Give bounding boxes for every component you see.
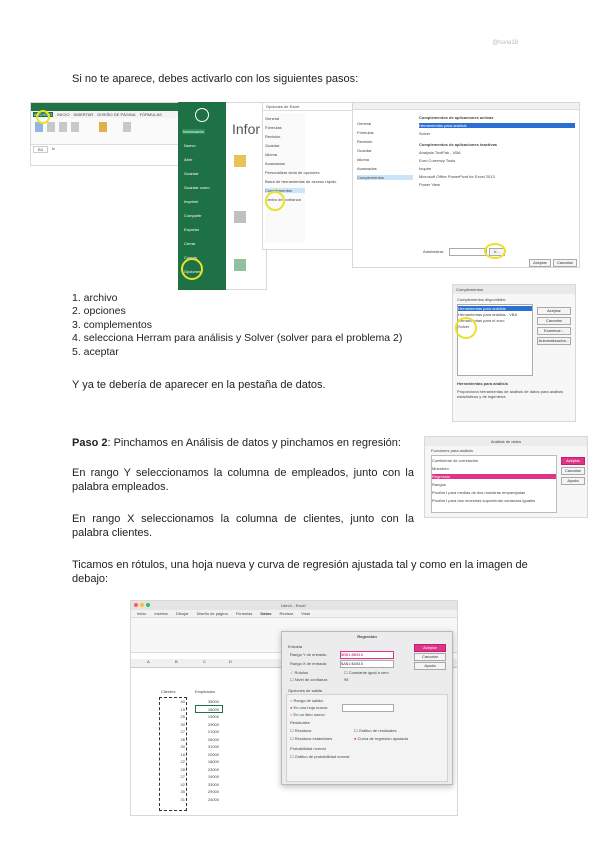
curva-check-icon: ● <box>354 736 357 741</box>
complementos-desc-title: Herramientas para análisis <box>457 381 508 386</box>
graf-prob-label: Gráfico de probabilidad normal <box>294 754 350 759</box>
complementos-list-label: Complementos disponibles: <box>457 297 507 302</box>
opt-general[interactable]: General <box>265 116 280 121</box>
analisis-item-0[interactable]: Coeficiente de correlación <box>432 458 479 463</box>
cell-right_col-7[interactable]: 20000 <box>207 751 219 757</box>
addins-inactive-header: Complementos de aplicaciones inactivas <box>419 142 498 147</box>
cell-reference[interactable]: B3 <box>33 146 48 153</box>
opt-complementos[interactable]: Complementos <box>265 188 305 193</box>
side-nuevo[interactable]: Nuevo <box>184 143 196 148</box>
options-ok-button[interactable]: Aceptar <box>529 259 551 267</box>
menu-revisar[interactable]: Revisar <box>279 611 294 616</box>
addins-active-header: Complementos de aplicaciones activas <box>419 115 494 120</box>
nav-guardar[interactable]: Guardar <box>357 148 372 153</box>
manage-label: Administrar: <box>423 249 445 254</box>
options-cancel-button[interactable]: Cancelar <box>553 259 577 267</box>
header-empleados[interactable]: Empleados <box>195 689 216 694</box>
opt-revision[interactable]: Revisión <box>265 134 281 139</box>
nav-avanzadas[interactable]: Avanzadas <box>357 166 377 171</box>
nav-general[interactable]: General <box>357 121 372 126</box>
complementos-desc: Proporciona herramientas de análisis de datos para análisis estadísticos y de ingeniería <box>457 389 564 399</box>
window-title: Libro1 - Excel <box>281 603 306 608</box>
addins-nav <box>357 115 413 235</box>
complemento-item-vba[interactable]: Herramientas para análisis - VBA <box>458 312 518 317</box>
libro-nuevo-radio[interactable]: ○ En un libro nuevo <box>290 712 325 717</box>
step-1: 1. archivo <box>72 292 118 304</box>
cell-right_col-2[interactable]: 19000 <box>207 714 219 719</box>
residuos-checkbox[interactable]: ☐ Residuos <box>290 728 312 733</box>
other-source-icon <box>71 122 79 132</box>
opt-centro[interactable]: Centro de confianza <box>265 197 301 202</box>
addin-powerpivot[interactable]: Microsoft Office PowerPivot for Excel 2013 <box>419 174 495 179</box>
highlight-opciones-circle <box>181 258 203 280</box>
opt-barra[interactable]: Barra de herramientas de acceso rápido <box>265 179 337 184</box>
addin-euro[interactable]: Euro Currency Tools <box>419 158 456 163</box>
complemento-item-euro[interactable]: Herramientas para el euro <box>458 318 505 323</box>
cell-left_col-13[interactable]: 31 <box>180 796 185 802</box>
rango-y-text: En rango Y seleccionamos la columna de empleados, junto con la palabra empleados. <box>72 467 414 493</box>
entrada-label: Entrada <box>288 644 303 649</box>
cell-left_col-3[interactable]: 30 <box>180 721 185 727</box>
analisis-cancel-button[interactable]: Cancelar <box>561 467 585 475</box>
addin-solver[interactable]: Solver <box>419 131 431 136</box>
paso2-text: : Pinchamos en Análisis de datos y pinchamos en regresión: <box>107 437 401 449</box>
cell-left_col-8[interactable]: 22 <box>180 759 185 764</box>
mac-menu-tabs <box>131 610 457 618</box>
cell-right_col-6[interactable]: 31000 <box>207 744 219 749</box>
radio-selected-icon: ● <box>290 705 293 710</box>
graf-residuales-label: Gráfico de residuales <box>358 728 397 733</box>
intro-text: Si no te aparece, debes activarlo con los siguientes pasos: <box>72 73 359 85</box>
cell-left_col-4[interactable]: 27 <box>180 729 185 734</box>
analisis-title: Análisis de datos <box>425 437 587 446</box>
residuos-label: Residuos <box>294 728 312 733</box>
analisis-datos-dialog <box>424 436 588 518</box>
mac-titlebar <box>131 601 457 610</box>
cell-left_col-11[interactable]: 42 <box>180 781 185 787</box>
paso2-label: Paso 2 <box>72 437 108 449</box>
col-b[interactable]: B <box>175 659 178 664</box>
complementos-browse-button[interactable]: Examinar... <box>537 327 571 335</box>
regresion-help-button[interactable]: Ayuda <box>414 662 446 670</box>
nav-revision[interactable]: Revisión <box>357 139 373 144</box>
cell-left_col-10[interactable]: 27 <box>180 774 185 779</box>
versions-icon <box>234 259 246 271</box>
cell-left_col-5[interactable]: 26 <box>180 736 185 742</box>
ticamos-text: Ticamos en rótulos, una hoja nueva y curva de regresión ajustada tal y como en la imagen de debajo: <box>72 559 528 585</box>
tab-insertar[interactable]: INSERTAR <box>73 112 94 117</box>
residuales-label: Residuales <box>290 720 310 725</box>
protect-icon <box>234 155 246 167</box>
regresion-cancel-button[interactable]: Cancelar <box>414 653 446 661</box>
web-icon <box>47 122 55 132</box>
manage-select[interactable] <box>449 248 487 256</box>
side-exportar[interactable]: Exportar <box>184 227 200 232</box>
cell-left_col-9[interactable]: 28 <box>180 766 185 772</box>
backstage-info-panel <box>226 102 267 290</box>
cell-right_col-9[interactable]: 23000 <box>207 766 219 772</box>
side-cerrar[interactable]: Cerrar <box>184 241 196 246</box>
header-clientes[interactable]: Clientes <box>161 689 176 694</box>
complementos-list <box>457 304 533 376</box>
tab-formulas[interactable]: FÓRMULAS <box>139 112 162 117</box>
addins-table <box>419 115 575 233</box>
menu-inicio[interactable]: Inicio <box>137 611 147 616</box>
options-title: Opciones de Excel <box>263 103 373 111</box>
side-guardar[interactable]: Guardar <box>184 171 199 176</box>
complementos-dialog <box>452 284 576 422</box>
addin-powerview[interactable]: Power View <box>419 182 441 187</box>
constante-checkbox[interactable]: ☐ Constante igual a cero <box>344 670 389 675</box>
complementos-title: Complementos <box>453 285 575 294</box>
rango-y-label: Rango Y de entrada: <box>290 652 327 657</box>
go-button[interactable]: Ir... <box>489 248 505 256</box>
formula-bar <box>31 145 179 154</box>
highlight-go-circle <box>484 243 506 259</box>
step-2: 2. opciones <box>72 305 126 318</box>
active-cell <box>195 705 223 713</box>
col-d[interactable]: D <box>229 659 232 664</box>
cell-right_col-4[interactable]: 21000 <box>207 729 219 734</box>
analisis-item-5[interactable]: Prueba t para dos muestras suponiendo varianzas iguales <box>432 498 536 503</box>
empleados-column <box>195 699 219 804</box>
close-dot-icon[interactable] <box>134 603 138 607</box>
cell-right_col-12[interactable]: 29000 <box>207 789 219 794</box>
addin-analysis[interactable]: Herramientas para análisis <box>419 123 575 128</box>
analisis-list-label: Funciones para análisis <box>431 448 474 453</box>
addin-vba[interactable]: Analysis ToolPak - VBA <box>419 150 461 155</box>
side-compartir[interactable]: Compartir <box>184 213 202 218</box>
rango-y-input[interactable]: $B$1:$B$15 <box>340 651 394 659</box>
cell-left_col-2[interactable]: 25 <box>180 714 185 719</box>
steps-list <box>72 292 402 359</box>
cell-left_col-12[interactable]: 35 <box>180 789 185 794</box>
step-5: 5. aceptar <box>72 345 119 358</box>
rotulos-label: Rótulos <box>294 670 309 675</box>
menu-formulas[interactable]: Fórmulas <box>235 611 253 616</box>
rango-x-input[interactable]: $A$1:$A$15 <box>340 660 394 668</box>
after-steps-text: Y ya te debería de aparecer en la pestaña de datos. <box>72 379 326 391</box>
cell-right_col-1[interactable]: 18000 <box>207 706 219 712</box>
side-informacion[interactable]: Información <box>183 129 204 134</box>
zoom-dot-icon[interactable] <box>146 603 150 607</box>
ribbon-body <box>31 118 179 145</box>
side-abrir[interactable]: Abrir <box>184 157 193 162</box>
check-icon: ✓ <box>290 670 294 675</box>
hoja-nueva-label: En una hoja nueva: <box>293 705 329 710</box>
addins-titlebar <box>353 103 579 110</box>
info-title: Infor <box>232 121 261 137</box>
fx-icon: fx <box>51 146 56 151</box>
menu-vista[interactable]: Vista <box>301 611 310 616</box>
complementos-accept-button[interactable]: Aceptar <box>537 307 571 315</box>
menu-dibujar[interactable]: Dibujar <box>175 611 189 616</box>
tab-archivo[interactable]: ARCHIVO <box>34 112 53 117</box>
graf-residuales-checkbox[interactable]: ☐ Gráfico de residuales <box>354 728 397 733</box>
complemento-item-solver[interactable]: Solver <box>458 324 470 329</box>
regresion-title: Regresión <box>357 634 377 639</box>
excel-regression-screenshot <box>130 600 458 816</box>
rango-x-label: Rango X de entrada: <box>290 661 327 666</box>
cell-left_col-1[interactable]: 15 <box>180 706 185 712</box>
highlight-archivo-circle <box>36 110 50 124</box>
opt-cinta[interactable]: Personalizar cinta de opciones <box>265 170 320 175</box>
addins-panel <box>352 102 580 268</box>
minimize-dot-icon[interactable] <box>140 603 144 607</box>
nav-formulas[interactable]: Fórmulas <box>357 130 374 135</box>
connections-icon <box>99 122 107 132</box>
rango-salida-radio[interactable]: ○ Rango de salida: <box>290 698 324 703</box>
complemento-item-analisis[interactable]: Herramientas para análisis <box>458 306 532 311</box>
step-4: 4. selecciona Herram para análisis y Solver (solver para el problema 2) <box>72 332 403 345</box>
paso2-paragraph <box>72 436 401 450</box>
cell-left_col-7[interactable]: 18 <box>180 751 185 757</box>
options-nav <box>265 113 337 243</box>
cell-right_col-10[interactable]: 19000 <box>207 774 219 779</box>
menu-insertar[interactable]: Insertar <box>154 611 168 616</box>
highlight-complementos-circle <box>265 191 285 211</box>
hoja-nueva-radio[interactable] <box>290 705 328 710</box>
opt-formulas[interactable]: Fórmulas <box>265 125 282 130</box>
menu-datos[interactable]: Datos <box>260 611 272 616</box>
analisis-item-4[interactable]: Prueba t para medias de dos muestras emparejadas <box>432 490 526 495</box>
cell-right_col-0[interactable]: 35000 <box>207 699 219 704</box>
cell-left_col-6[interactable]: 30 <box>180 744 185 749</box>
opt-guardar[interactable]: Guardar <box>265 143 280 148</box>
analisis-item-regresion[interactable]: Regresión <box>432 474 556 479</box>
analisis-help-button[interactable]: Ayuda <box>561 477 585 485</box>
cell-right_col-5[interactable]: 26000 <box>207 736 219 742</box>
watermark: @ruvia18 <box>492 40 518 46</box>
analisis-list <box>431 455 557 513</box>
col-c[interactable]: C <box>203 659 206 664</box>
opt-avanzadas[interactable]: Avanzadas <box>265 161 285 166</box>
tab-inicio[interactable]: INICIO <box>57 112 70 117</box>
analisis-accept-button[interactable]: Aceptar <box>561 457 585 465</box>
clientes-column <box>161 699 185 804</box>
analisis-item-1[interactable]: Muestreo <box>432 466 449 471</box>
libro-nuevo-label: En un libro nuevo <box>293 712 325 717</box>
side-cuenta[interactable]: Cuenta <box>184 255 197 260</box>
ribbon-tabs <box>31 111 179 118</box>
col-a[interactable]: A <box>147 659 150 664</box>
rango-salida-label: Rango de salida: <box>293 698 324 703</box>
complementos-cancel-button[interactable]: Cancelar <box>537 317 571 325</box>
complementos-automation-button[interactable]: Automatización... <box>538 338 570 343</box>
opt-idioma[interactable]: Idioma <box>265 152 278 157</box>
rango-x-text: En rango X seleccionamos la columna de clientes, junto con la palabra clientes. <box>72 513 414 539</box>
menu-diseno[interactable]: Diseño de página <box>196 611 228 616</box>
cell-right_col-8[interactable]: 18000 <box>207 759 219 764</box>
residuos-est-label: Residuos estándares <box>294 736 333 741</box>
regresion-accept-button[interactable]: Aceptar <box>414 644 446 652</box>
nav-complementos[interactable]: Complementos <box>357 175 413 180</box>
analisis-item-3[interactable]: Rangos <box>432 482 446 487</box>
addin-inquire[interactable]: Inquire <box>419 166 432 171</box>
hoja-nueva-input[interactable] <box>342 704 394 712</box>
rotulos-checkbox[interactable] <box>290 670 308 675</box>
nivel-checkbox[interactable]: ☐ Nivel de confianza <box>290 677 328 682</box>
opciones-salida-label: Opciones de salida <box>288 688 323 693</box>
cell-right_col-11[interactable]: 33000 <box>207 781 219 787</box>
title-bar <box>31 103 179 111</box>
backstage-sidebar <box>178 102 228 290</box>
text-icon <box>59 122 67 132</box>
nav-idioma[interactable]: Idioma <box>357 157 370 162</box>
constante-label: Constante igual a cero <box>348 670 389 675</box>
prob-normal-label: Probabilidad normal <box>290 746 326 751</box>
cell-right_col-3[interactable]: 29000 <box>207 721 219 727</box>
graf-prob-checkbox[interactable]: ☐ Gráfico de probabilidad normal <box>290 754 350 759</box>
nivel-value[interactable]: 95 <box>344 677 349 682</box>
refresh-icon <box>123 122 131 132</box>
nivel-label: Nivel de confianza <box>294 677 328 682</box>
step-3: 3. complementos <box>72 318 152 331</box>
highlight-checkbox-circle <box>455 317 477 339</box>
curva-label: Curva de regresión ajustada <box>357 736 408 741</box>
curva-checkbox[interactable] <box>354 736 408 741</box>
side-imprimir[interactable]: Imprimir <box>184 199 199 204</box>
excel-ribbon-screenshot <box>30 102 180 166</box>
cell-left_col-0[interactable]: 40 <box>180 699 185 704</box>
tab-diseno[interactable]: DISEÑO DE PÁGINA <box>97 112 136 117</box>
residuos-est-checkbox[interactable]: ☐ Residuos estándares <box>290 736 333 741</box>
cell-right_col-13[interactable]: 24000 <box>207 796 219 802</box>
inspect-icon <box>234 211 246 223</box>
regresion-dialog <box>281 631 453 785</box>
side-opciones[interactable]: Opciones <box>184 269 201 274</box>
side-guardar-como[interactable]: Guardar como <box>184 185 210 190</box>
back-arrow-icon[interactable] <box>195 108 209 122</box>
